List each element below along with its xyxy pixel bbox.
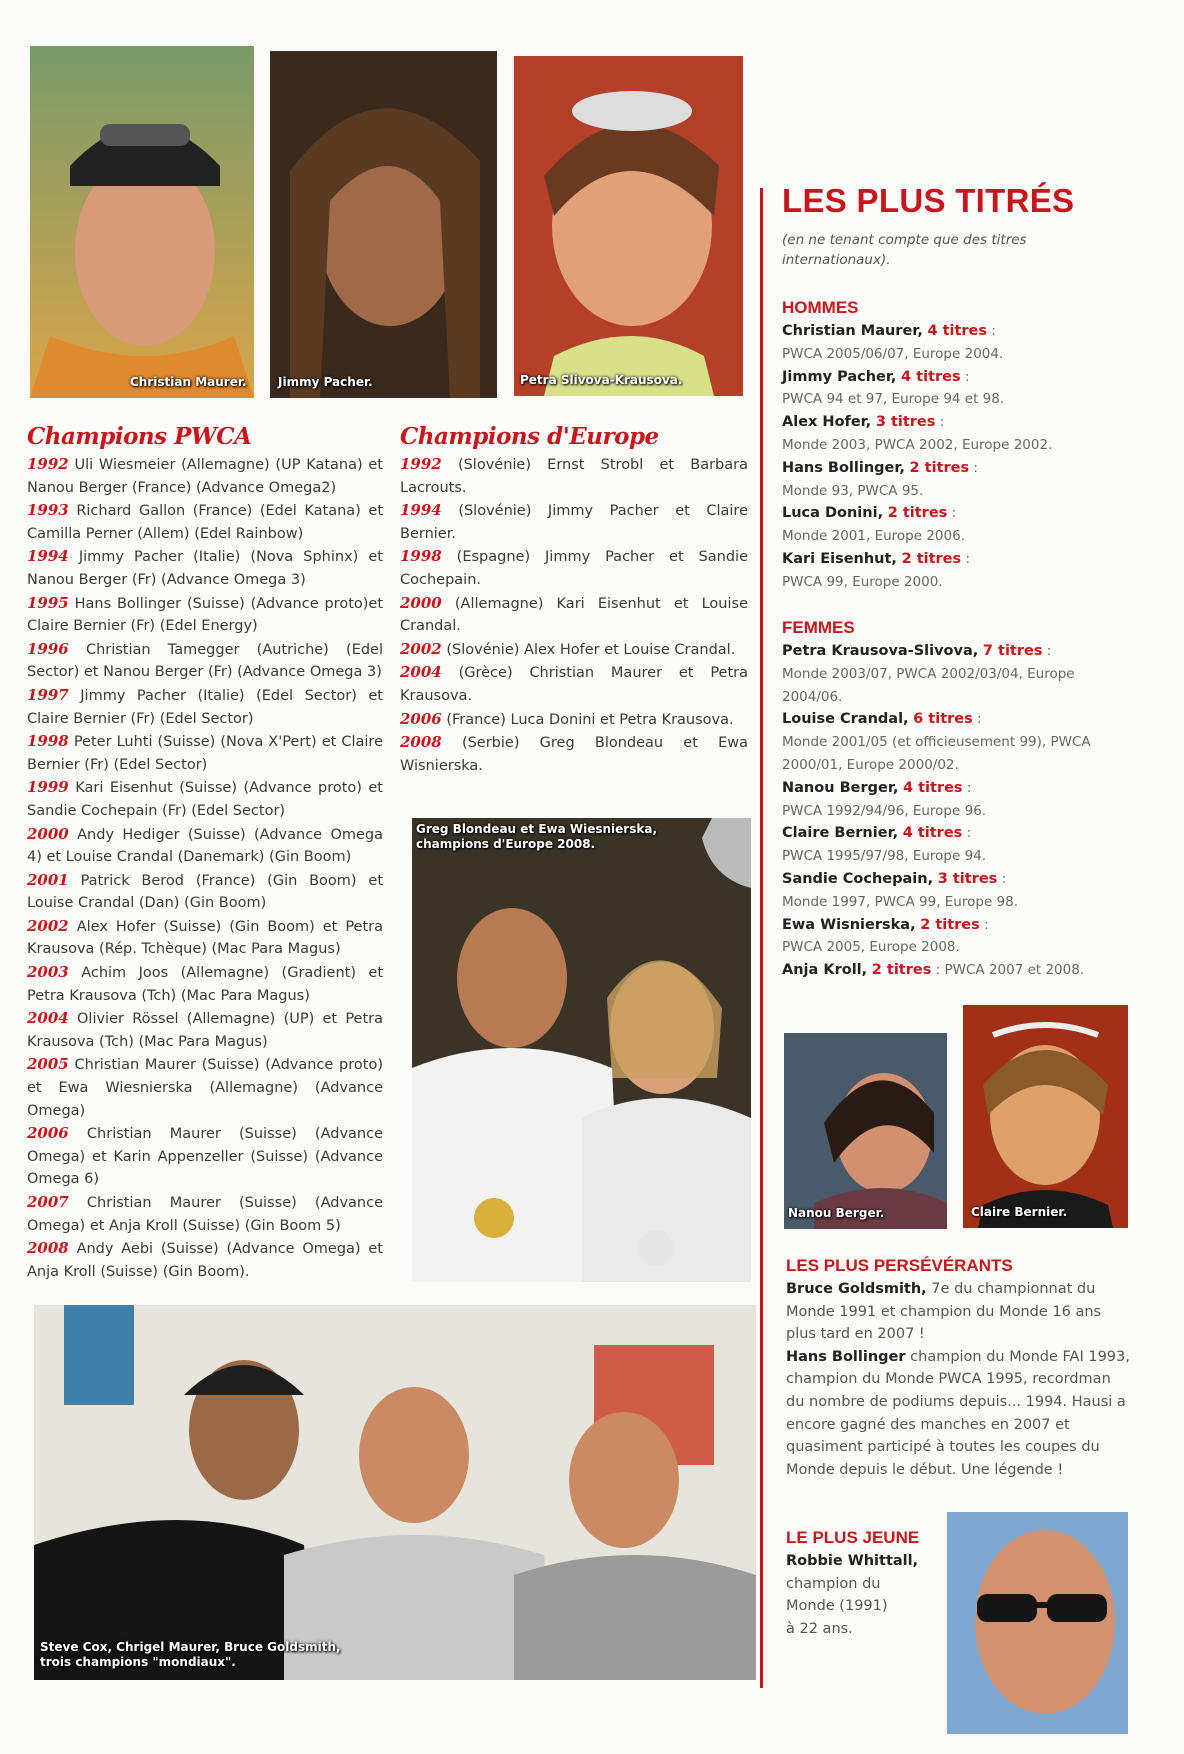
photo-caption: Christian Maurer. [130, 375, 247, 389]
champion-entry [27, 684, 383, 730]
entry-year: 2006 [27, 1124, 69, 1143]
sidebar-title: LES PLUS TITRÉS [782, 182, 1075, 219]
portrait-image [947, 1512, 1128, 1734]
persev-item [786, 1346, 1132, 1482]
young-text: champion du Monde (1991) à 22 ans. [786, 1575, 888, 1637]
entry-text: (Serbie) Greg Blondeau et Ewa Wisnierska. [400, 735, 748, 774]
section-title: Champions d'Europe [400, 423, 659, 450]
champion-name: Claire Bernier, [782, 825, 899, 842]
champion-item [782, 411, 1127, 457]
champion-detail: PWCA 1995/97/98, Europe 94. [782, 848, 987, 865]
entry-year: 1993 [27, 501, 69, 520]
champion-item [782, 914, 1127, 960]
portrait-image [514, 56, 743, 396]
champion-detail: Monde 1997, PWCA 99, Europe 98. [782, 893, 1019, 910]
entry-text: Christian Tamegger (Autriche) (Edel Sector) et Nanou Berger (Fr) (Advance Omega 3) [27, 641, 384, 681]
champion-detail: PWCA 1992/94/96, Europe 96. [782, 802, 987, 819]
champion-detail: Monde 93, PWCA 95. [782, 482, 924, 499]
champion-sep: : [935, 414, 945, 431]
photo-petra-slivova [514, 56, 743, 396]
entry-text: Olivier Rössel (Allemagne) (UP) et Petra Krausova (Tch) (Mac Para Magus) [27, 1011, 384, 1050]
young-name: Robbie Whittall, [786, 1553, 919, 1569]
portrait-image [784, 1033, 947, 1229]
champion-titles: 3 titres [875, 414, 936, 431]
champion-name: Hans Bollinger, [782, 459, 905, 476]
entry-year: 2002 [27, 916, 69, 935]
entry-text: Andy Hediger (Suisse) (Advance Omega 4) et Louise Crandal (Danemark) (Gin Boom) [27, 826, 384, 866]
champion-entry [27, 1007, 383, 1053]
champion-sep: : [997, 870, 1007, 887]
champion-titles: 4 titres [902, 825, 963, 842]
entry-text: (Slovénie) Alex Hofer et Louise Crandal. [446, 641, 736, 658]
section-title: Champions PWCA [27, 423, 252, 450]
entry-year: 2008 [27, 1239, 69, 1258]
champion-item [782, 822, 1127, 868]
men-list [782, 320, 1127, 594]
champion-entry [27, 1237, 383, 1283]
pwca-list [27, 453, 383, 1283]
photo-nanou-berger [784, 1033, 947, 1229]
entry-year: 1999 [27, 778, 69, 797]
champion-sep: : [1042, 643, 1052, 659]
photo-caption: Petra Slivova-Krausova. [520, 373, 683, 387]
persev-heading: LES PLUS PERSÉVÉRANTS [786, 1256, 1013, 1275]
champion-name: Christian Maurer, [782, 323, 923, 339]
women-heading: FEMMES [782, 618, 855, 637]
photo-christian-maurer [30, 46, 254, 398]
photo-claire-bernier [963, 1005, 1128, 1228]
champion-titles: 4 titres [927, 323, 988, 339]
champion-entry [400, 661, 748, 707]
entry-year: 1994 [400, 501, 442, 520]
champion-detail: PWCA 99, Europe 2000. [782, 573, 943, 590]
champion-name: Kari Eisenhut, [782, 550, 897, 567]
entry-text: Richard Gallon (France) (Edel Katana) et Camilla Perner (Allem) (Edel Rainbow) [27, 503, 384, 542]
champion-name: Petra Krausova-Slivova, [782, 643, 979, 659]
sidebar-intro: (en ne tenant compte que des titres internationaux). [782, 232, 1027, 268]
men-block [782, 298, 1127, 594]
champion-detail: Monde 2001/05 (et officieusement 99), PWCA 2000/01, Europe 2000/02. [782, 734, 1091, 773]
champion-entry [400, 453, 748, 499]
champion-sep: : [962, 825, 972, 842]
persev-item [786, 1278, 1132, 1346]
entry-text: Christian Maurer (Suisse) (Advance Omega) et Anja Kroll (Suisse) (Gin Boom 5) [27, 1195, 384, 1234]
champion-sep: : [972, 711, 982, 728]
entry-year: 1992 [27, 455, 69, 473]
champion-entry [27, 961, 383, 1007]
champion-entry [27, 1191, 383, 1237]
photo-three-champions [34, 1305, 756, 1680]
portrait-image [963, 1005, 1128, 1228]
champion-entry [400, 545, 748, 591]
youngest-block [786, 1528, 936, 1641]
podium-image [412, 818, 751, 1282]
entry-year: 2007 [27, 1193, 69, 1211]
entry-year: 2000 [27, 824, 69, 843]
champion-name: Louise Crandal, [782, 711, 909, 728]
champion-sep: : [960, 368, 970, 385]
entry-text: (France) Luca Donini et Petra Krausova. [446, 711, 734, 728]
champion-titles: 2 titres [901, 550, 962, 567]
champion-titles: 7 titres [982, 643, 1043, 659]
men-heading: HOMMES [782, 298, 859, 317]
persev-name: Bruce Goldsmith, [786, 1281, 927, 1297]
champion-detail: Monde 2003, PWCA 2002, Europe 2002. [782, 436, 1053, 453]
champion-titles: 2 titres [871, 962, 932, 979]
entry-year: 2003 [27, 963, 69, 982]
entry-year: 1992 [400, 455, 442, 473]
champion-entry [27, 1122, 383, 1191]
champion-item [782, 777, 1127, 823]
champion-entry [27, 499, 383, 545]
champion-entry [27, 730, 383, 776]
entry-text: Christian Maurer (Suisse) (Advance proto) et Ewa Wiesnierska (Allemagne) (Advance Omega) [27, 1057, 383, 1119]
champion-entry [400, 731, 748, 777]
entry-text: Alex Hofer (Suisse) (Gin Boom) et Petra Krausova (Rép. Tchèque) (Mac Para Magus) [27, 918, 383, 958]
champion-sep: : [987, 323, 996, 339]
champion-titles: 4 titres [901, 368, 961, 385]
champion-entry [27, 869, 383, 915]
photo-greg-ewa [412, 818, 751, 1282]
entry-text: Patrick Berod (France) (Gin Boom) et Louise Crandal (Dan) (Gin Boom) [27, 872, 384, 912]
entry-year: 2005 [27, 1055, 69, 1074]
persev-text: champion du Monde FAI 1993, champion du Monde PWCA 1995, recordman du nombre de podiums depuis... 1994. Hausi a encore gagné des manches en 2007 et quasiment participé à toutes les coupes du Monde depuis le début. Une légende ! [786, 1348, 1130, 1478]
persev-text: 7e du championnat du Monde 1991 et champion du Monde 16 ans plus tard en 2007 ! [786, 1281, 1102, 1343]
champion-detail: Monde 2001, Europe 2006. [782, 528, 965, 545]
champion-titles: 4 titres [902, 779, 963, 796]
entry-year: 1998 [27, 732, 69, 751]
champion-name: Jimmy Pacher, [782, 368, 897, 385]
champion-sep: : [961, 550, 970, 567]
photo-robbie-whittall [947, 1512, 1128, 1734]
entry-text: Hans Bollinger (Suisse) (Advance proto)et Claire Bernier (Fr) (Edel Energy) [27, 595, 384, 635]
entry-text: (Slovénie) Jimmy Pacher et Claire Bernier. [400, 503, 748, 542]
entry-year: 1995 [27, 593, 69, 612]
photo-caption: Steve Cox, Chrigel Maurer, Bruce Goldsmith, trois champions "mondiaux". [40, 1640, 341, 1669]
champion-entry [27, 545, 383, 591]
champion-entry [27, 776, 383, 822]
champion-item [782, 708, 1127, 776]
champion-detail: PWCA 94 et 97, Europe 94 et 98. [782, 391, 1005, 408]
champion-item [782, 548, 1127, 594]
entry-text: Peter Luhti (Suisse) (Nova X'Pert) et Claire Bernier (Fr) (Edel Sector) [27, 734, 383, 773]
champion-entry [27, 823, 383, 869]
champion-detail: Monde 2003/07, PWCA 2002/03/04, Europe 2004/06. [782, 665, 1075, 705]
champion-item [782, 868, 1127, 914]
persev-text [786, 1278, 1132, 1481]
photo-caption: Greg Blondeau et Ewa Wiesnierska, champions d'Europe 2008. [416, 822, 658, 851]
entry-year: 1994 [27, 547, 69, 566]
champion-item [782, 502, 1127, 548]
champion-entry [400, 499, 748, 545]
champion-entry [27, 453, 383, 499]
entry-text: (Allemagne) Kari Eisenhut et Louise Crandal. [400, 595, 748, 635]
photo-jimmy-pacher [270, 51, 497, 398]
portrait-image [270, 51, 497, 398]
entry-year: 2004 [400, 663, 442, 682]
entry-year: 2008 [400, 733, 442, 752]
entry-text: Christian Maurer (Suisse) (Advance Omega) et Karin Appenzeller (Suisse) (Advance Omega 6) [27, 1126, 384, 1188]
champion-entry [400, 708, 748, 732]
champion-detail: : PWCA 2007 et 2008. [931, 962, 1085, 979]
champion-titles: 2 titres [887, 505, 948, 522]
entry-year: 1998 [400, 547, 442, 566]
entry-year: 2006 [400, 709, 442, 728]
champion-titles: 6 titres [913, 711, 973, 728]
champion-item [782, 457, 1127, 503]
champions-europe-column [400, 423, 748, 777]
champion-titles: 2 titres [920, 916, 980, 933]
champion-sep: : [947, 505, 957, 522]
podium-image [34, 1305, 756, 1680]
champion-name: Alex Hofer, [782, 414, 872, 431]
entry-text: (Slovénie) Ernst Strobl et Barbara Lacrouts. [400, 457, 748, 496]
champion-item [782, 640, 1127, 708]
photo-caption: Jimmy Pacher. [278, 375, 373, 389]
entry-text: Jimmy Pacher (Italie) (Nova Sphinx) et Nanou Berger (Fr) (Advance Omega 3) [27, 549, 383, 588]
champion-titles: 3 titres [937, 870, 998, 887]
anja-item [782, 959, 1127, 982]
europe-list [400, 453, 748, 777]
champion-titles: 2 titres [909, 459, 970, 476]
portrait-image [30, 46, 254, 398]
champion-item [782, 366, 1127, 412]
champion-name: Ewa Wisnierska, [782, 916, 916, 933]
entry-text: Kari Eisenhut (Suisse) (Advance proto) et Sandie Cochepain (Fr) (Edel Sector) [27, 780, 383, 819]
champion-sep: : [979, 916, 989, 933]
champion-entry [27, 915, 383, 961]
champion-entry [400, 638, 748, 662]
entry-year: 1997 [27, 685, 69, 704]
entry-text: Uli Wiesmeier (Allemagne) (UP Katana) et Nanou Berger (France) (Advance Omega2) [27, 457, 383, 496]
champion-entry [27, 638, 383, 684]
champion-detail: PWCA 2005, Europe 2008. [782, 939, 960, 956]
young-heading: LE PLUS JEUNE [786, 1528, 920, 1547]
entry-text: Achim Joos (Allemagne) (Gradient) et Petra Krausova (Tch) (Mac Para Magus) [27, 965, 384, 1004]
photo-caption: Claire Bernier. [971, 1205, 1068, 1219]
women-list [782, 640, 1127, 959]
entry-text: (Grèce) Christian Maurer et Petra Krausova. [400, 665, 748, 704]
sidebar-rule [760, 188, 763, 1688]
women-block [782, 618, 1127, 982]
entry-year: 1996 [27, 639, 69, 658]
entry-year: 2001 [27, 870, 69, 889]
champion-entry [27, 592, 383, 638]
champion-name: Luca Donini, [782, 505, 884, 522]
persev-name: Hans Bollinger [786, 1348, 906, 1365]
champion-item [782, 320, 1127, 366]
champion-name: Nanou Berger, [782, 779, 899, 796]
champion-name: Sandie Cochepain, [782, 870, 934, 887]
entry-year: 2002 [400, 639, 442, 658]
entry-text: Andy Aebi (Suisse) (Advance Omega) et Anja Kroll (Suisse) (Gin Boom). [27, 1241, 383, 1280]
champion-name: Anja Kroll, [782, 962, 868, 979]
entry-year: 2000 [400, 593, 442, 612]
champion-entry [27, 1053, 383, 1122]
photo-caption: Nanou Berger. [788, 1206, 885, 1220]
champion-sep: : [969, 459, 978, 476]
entry-text: (Espagne) Jimmy Pacher et Sandie Cochepain. [400, 549, 748, 588]
champion-entry [400, 592, 748, 638]
champions-pwca-column [27, 423, 383, 1283]
entry-year: 2004 [27, 1009, 69, 1028]
persevering-block [786, 1256, 1132, 1481]
entry-text: Jimmy Pacher (Italie) (Edel Sector) et Claire Bernier (Fr) (Edel Sector) [27, 687, 383, 727]
champion-detail: PWCA 2005/06/07, Europe 2004. [782, 345, 1004, 362]
champion-sep: : [962, 779, 972, 796]
